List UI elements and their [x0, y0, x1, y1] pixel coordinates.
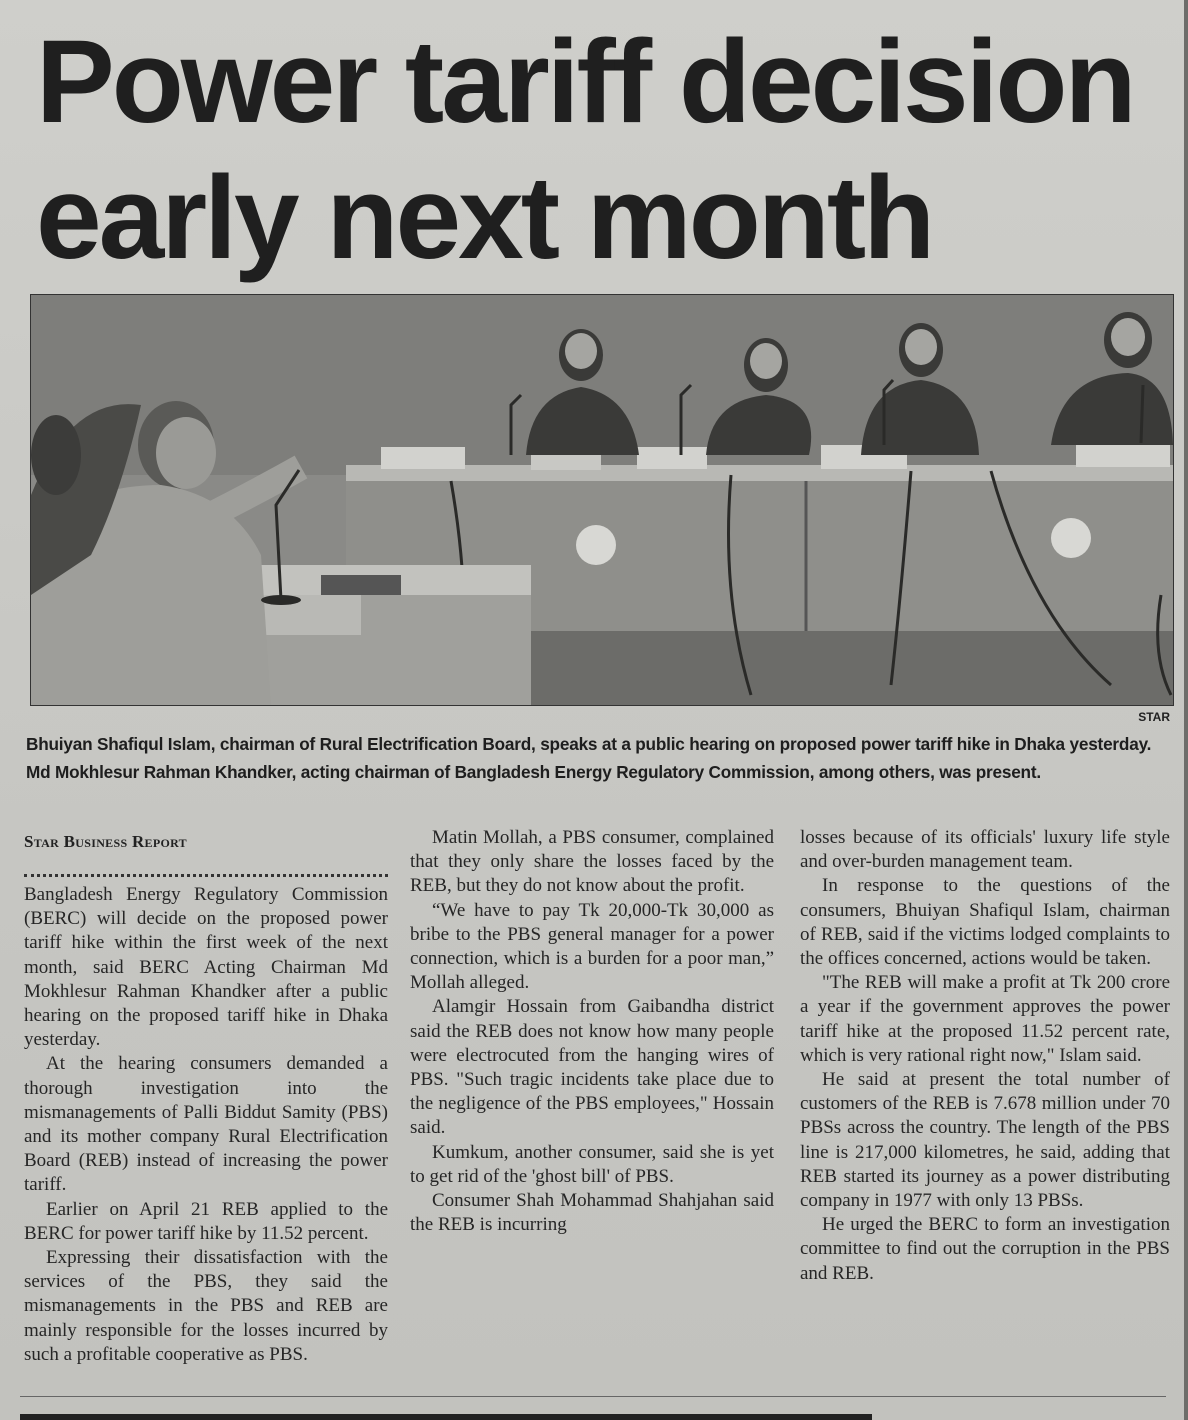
article-paragraph: He said at present the total number of customers of the REB is 7.678 million under 70 PBSs across the country. The length of the PBS line is 217,000 kilometres, he said, adding that REB started its journey as a power distributing company in 1977 with only 13 PBSs. [800, 1069, 1170, 1212]
article-paragraph: In response to the questions of the consumers, Bhuiyan Shafiqul Islam, chairman of REB, said if the victims lodged complaints to the offices concerned, actions would be taken. [800, 875, 1170, 970]
article-paragraph: losses because of its officials' luxury life style and over-burden management team. [800, 827, 1170, 873]
article-paragraph: Consumer Shah Mohammad Shahjahan said the REB is incurring [410, 1190, 774, 1236]
article-paragraph: "The REB will make a profit at Tk 200 crore a year if the government approves the power tariff hike at the proposed 11.52 percent rate, which is very rational right now," Islam said. [800, 972, 1170, 1066]
article-paragraph: Expressing their dissatisfaction with the services of the PBS, they said the mismanagements in the PBS and REB are mainly responsible for the losses incurred by such a profitable cooperative as PBS. [24, 1247, 388, 1365]
article-paragraph: Earlier on April 21 REB applied to the BERC for power tariff hike by 11.52 percent. [24, 1198, 388, 1244]
article-paragraph: Kumkum, another consumer, said she is yet to get rid of the 'ghost bill' of PBS. [410, 1141, 774, 1187]
bottom-bar [20, 1414, 872, 1420]
page-edge [1184, 0, 1188, 1420]
news-photo [30, 294, 1174, 706]
headline-line-2: early next month [36, 152, 933, 284]
article-column-2 [410, 826, 774, 1237]
article-column-3 [800, 826, 1170, 1286]
byline-divider [24, 874, 388, 877]
article-paragraph: At the hearing consumers demanded a thorough investigation into the mismanagements of Palli Biddut Samity (PBS) and its mother company Rural Electrification Board (REB) instead of increasing the power tariff. [24, 1053, 388, 1196]
byline: Star Business Report [24, 832, 187, 851]
photo-credit: STAR [1138, 710, 1170, 724]
article-column-1 [24, 826, 388, 1367]
article-paragraph: Matin Mollah, a PBS consumer, complained that they only share the losses faced by the REB, but they do not know about the profit. [410, 827, 774, 897]
article-paragraph: “We have to pay Tk 20,000-Tk 30,000 as bribe to the PBS general manager for a power connection, which is a burden for a poor man,” Mollah alleged. [410, 899, 774, 994]
article-paragraph: Bangladesh Energy Regulatory Commission (BERC) will decide on the proposed power tariff hike within the first week of the next month, said BERC Acting Chairman Md Mokhlesur Rahman Khandker after a public hearing on the proposed tariff hike in Dhaka yesterday. [24, 884, 388, 1051]
bottom-rule [20, 1396, 1166, 1397]
headline [36, 14, 1156, 286]
article-paragraph: He urged the BERC to form an investigation committee to find out the corruption in the PBS and REB. [800, 1214, 1170, 1284]
photo-caption: Bhuiyan Shafiqul Islam, chairman of Rural Electrification Board, speaks at a public hearing on proposed power tariff hike in Dhaka yesterday. Md Mokhlesur Rahman Khandker, acting chairman of Bangladesh Energy Regulatory Commission, among others, was present. [26, 734, 1152, 782]
headline-line-1: Power tariff decision [36, 16, 1134, 148]
article-paragraph: Alamgir Hossain from Gaibandha district said the REB does not know how many people were electrocuted from the hanging wires of PBS. "Such tragic incidents take place due to the negligence of the PBS employees," Hossain said. [410, 996, 774, 1139]
